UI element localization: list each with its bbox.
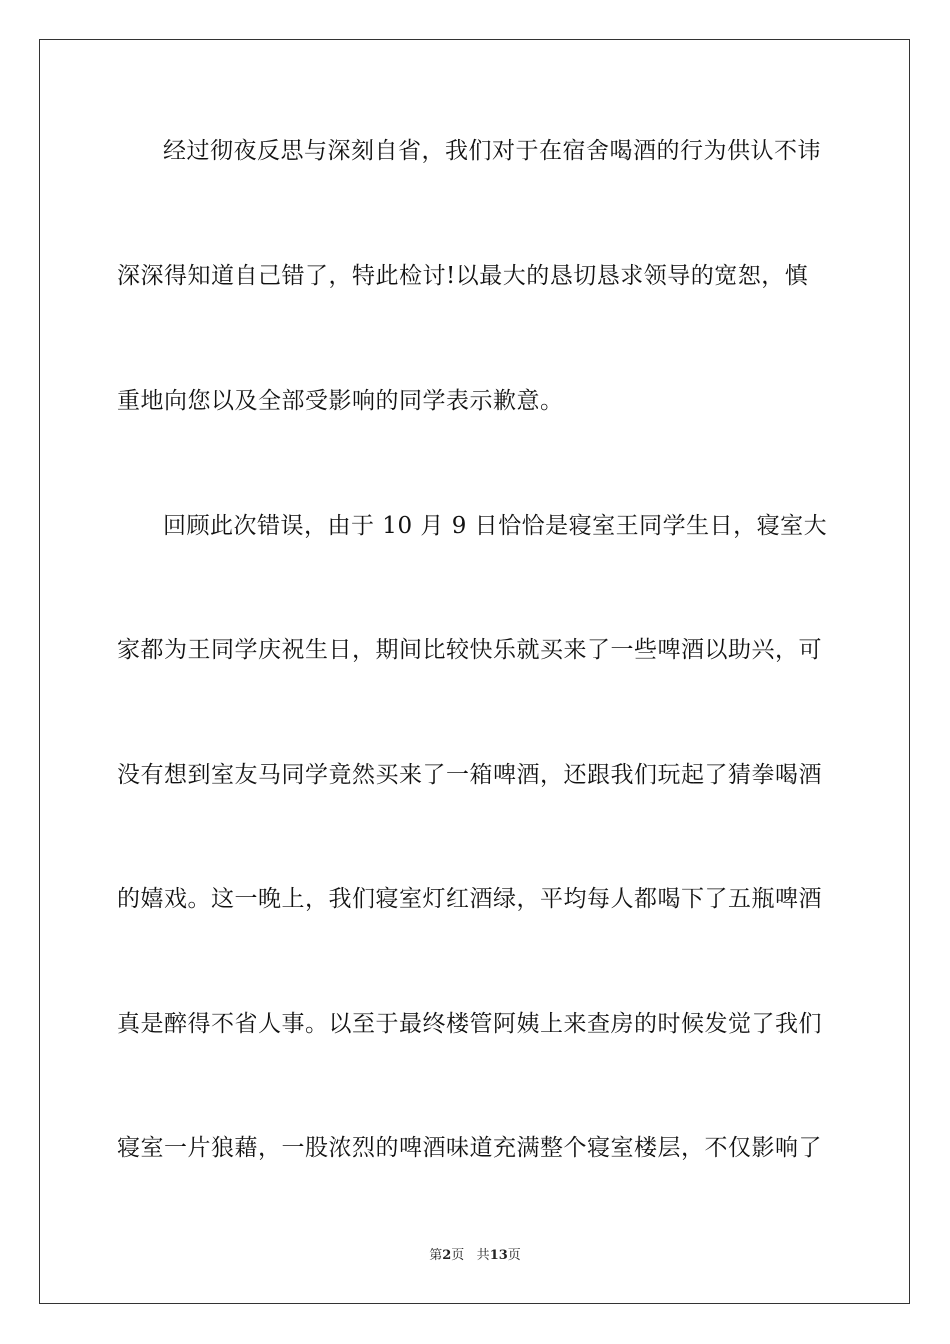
text-line-1: 经过彻夜反思与深刻自省，我们对于在宿舍喝酒的行为供认不讳 — [163, 138, 821, 164]
page-footer — [0, 1247, 950, 1265]
text-line-3: 重地向您以及全部受影响的同学表示歉意。 — [117, 388, 564, 414]
text-line-9: 寝室一片狼藉，一股浓烈的啤酒味道充满整个寝室楼层，不仅影响了 — [117, 1135, 822, 1161]
footer-prefix: 第 — [429, 1248, 443, 1263]
footer-total-pages: 13 — [489, 1248, 508, 1263]
text-line-8: 真是醉得不省人事。以至于最终楼管阿姨上来查房的时候发觉了我们 — [117, 1011, 822, 1037]
text-line-5: 家都为王同学庆祝生日，期间比较快乐就买来了一些啤酒以助兴，可 — [117, 637, 822, 663]
text-line-4: 回顾此次错误，由于 10 月 9 日恰恰是寝室王同学生日，寝室大 — [163, 513, 828, 539]
text-line-6: 没有想到室友马同学竟然买来了一箱啤酒，还跟我们玩起了猜拳喝酒 — [117, 762, 822, 788]
footer-total-suffix: 页 — [507, 1248, 521, 1263]
footer-total-prefix: 共 — [476, 1248, 490, 1263]
footer-page-number: 2 — [442, 1248, 452, 1263]
text-line-2: 深深得知道自己错了，特此检讨!以最大的恳切恳求领导的宽恕，慎 — [117, 263, 809, 289]
page-border — [39, 39, 910, 1304]
footer-page-suffix: 页 — [451, 1248, 465, 1263]
text-line-7: 的嬉戏。这一晚上，我们寝室灯红酒绿，平均每人都喝下了五瓶啤酒 — [117, 886, 822, 912]
